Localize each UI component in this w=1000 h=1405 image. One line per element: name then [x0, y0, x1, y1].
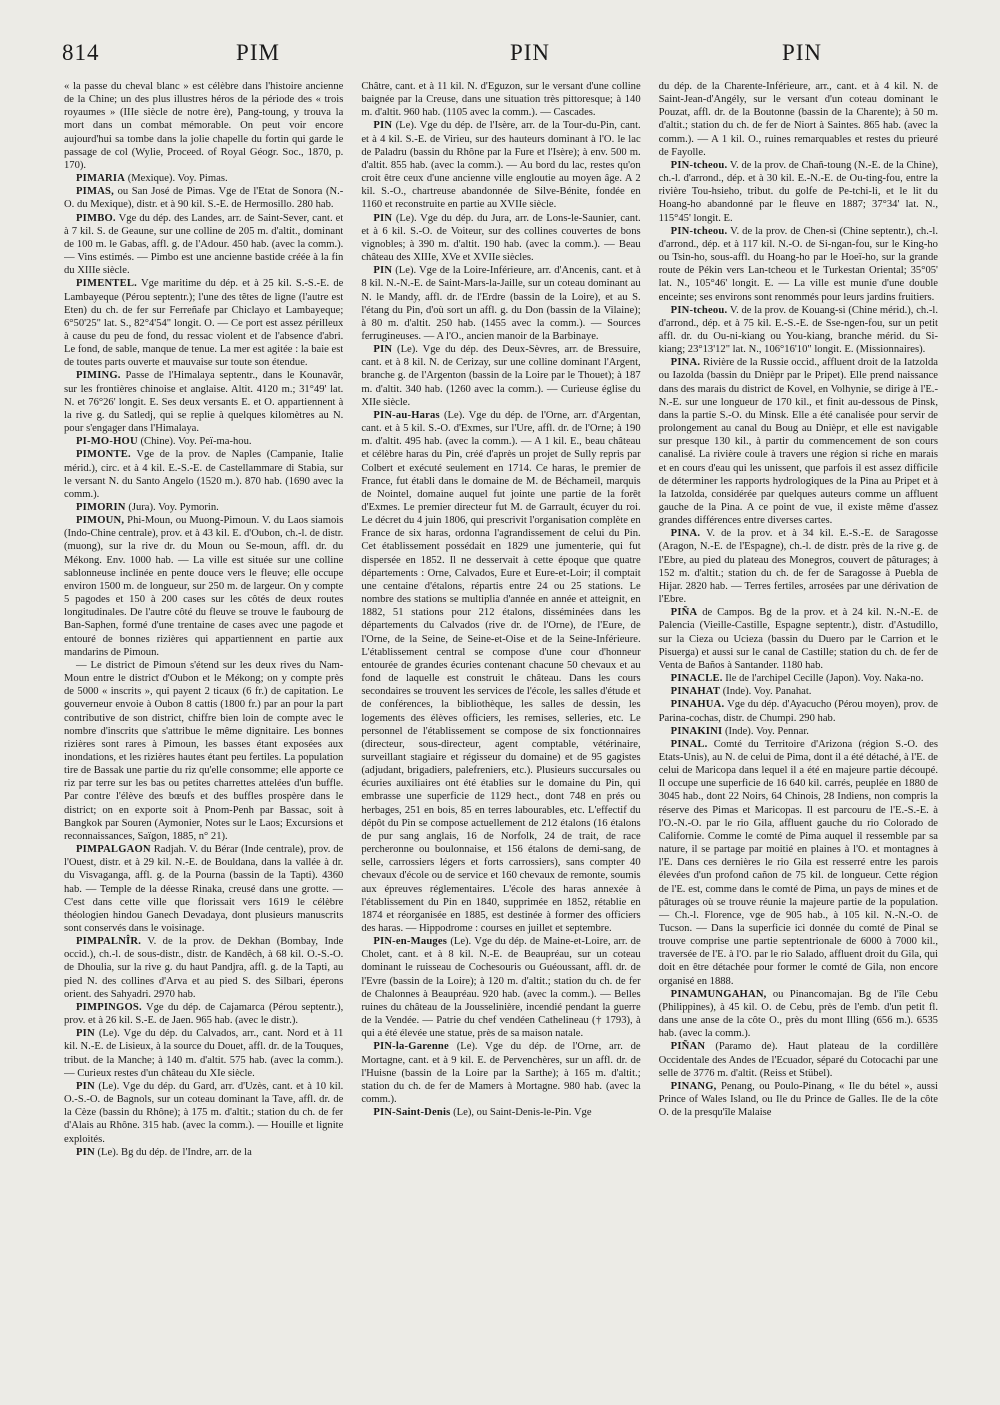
entry-text: Vge du dép. de Cajamarca (Pérou septentr.), prov. et à 26 kil. S.-E. de Jaen. 965 hab. (avec le distr.). — [64, 1001, 344, 1027]
entry-text: (Le). Vge du dép. du Calvados, arr., cant. Nord et à 11 kil. N.-E. de Lisieux, à la source du Douet, affl. dr. de la Touques, tribut. de la Manche; à 140 m. d'altit. 575 hab. (avec la comm.). — Curieux restes d'un château du XIe siècle. — [64, 1028, 344, 1079]
column-1 — [64, 80, 343, 1383]
entry-text: (Le). Vge du dép. de Maine-et-Loire, arr. de Cholet, cant. et à 8 kil. N.-E. de Beaupréau, sur un coteau dominant le ruisseau de Cochesouris ou Guéoussant, affl. dr. de l'Evre (bassin de la Loire); à 120 m. d'altit.; station du ch. de fer de Chalonnes à Beaupréau. 920 hab. (avec la comm.). — Belles ruines du château de la Jousselinière, incendié pendant la guerre de la Vendée. — Patrie du chef vendéen Cathelineau († 1793), à qui a été élevée une statue, près de sa maison natale. — [361, 936, 641, 1040]
entry-headword: PIN — [76, 1080, 95, 1092]
dictionary-entry — [64, 448, 343, 501]
dictionary-entry — [659, 672, 938, 685]
dictionary-entry — [659, 1040, 938, 1079]
entry-headword: PIMPINGOS. — [76, 1001, 142, 1013]
entry-headword: PIN-en-Mauges — [373, 936, 448, 948]
dictionary-entry — [361, 119, 640, 211]
dictionary-entry — [361, 409, 640, 935]
dictionary-entry — [659, 738, 938, 988]
dictionary-entry — [64, 501, 343, 514]
entry-headword: PIN-au-Haras — [373, 409, 440, 421]
entry-text: (Le). Vge du dép. du Jura, arr. de Lons-le-Saunier, cant. et à 6 kil. S.-O. de Voiteur, sur des collines couvertes de bons vignobles; à 390 m. d'altit. 190 hab. (avec la comm.). — Beau château des XIIIe, XVe et XVIIe siècles. — [361, 212, 641, 264]
entry-text: Penang, ou Poulo-Pinang, « Ile du bétel », aussi Prince of Wales Island, ou Ile du Prince de Galles. Ile de la côte O. de la presqu'île Malaise — [658, 1080, 938, 1119]
dictionary-entry — [64, 369, 343, 435]
dictionary-entry — [64, 659, 343, 843]
entry-headword: PIMING. — [76, 370, 121, 382]
entry-text: de Campos. Bg de la prov. et à 24 kil. N.-N.-E. de Palencia (Vieille-Castille, Espagne septentr.), distr. d'Astudillo, sur la Cieza ou Ucieza (bassin du Duero par le Carrion et le Pisuerga) et aussi sur le canal de Castille; station du ch. de fer de Venta de Baños à Santander. 1180 hab. — [658, 607, 938, 671]
entry-text: (Le), ou Saint-Denis-le-Pin. Vge — [453, 1107, 592, 1119]
dictionary-entry — [659, 725, 938, 738]
dictionary-entry — [659, 304, 938, 357]
dictionary-entry — [659, 225, 938, 304]
entry-text: Rivière de la Russie occid., affluent droit de la Iatzolda ou Iazolda (bassin du Dnièpr par le Pripet). Elle prend naissance dans des marais du district de Kovel, en Volhynie, se dirige à l'E.-N.-E. sur une longueur de 170 kil., et finit au-dessous de Pinsk, dans la partie S.-O. du Minsk. Elle a été canalisée pour servir de prolongement au canal du Boug au Dnièpr, et elle est navigable sur presque 130 kil., à partir du commencement de son cours canalisé. La rivière coule à travers une région si riche en marais et en cours d'eau qui les unissent, que parfois il est assez difficile de déterminer les rapports hydrologiques de la Pina au Pripet et à la Iatzolda, considérée par quelques auteurs comme un affluent gauche de la Pina. A ce point de vue, il existe même d'assez grandes différences entre diverses cartes. — [658, 357, 938, 527]
column-3 — [659, 80, 938, 1383]
dictionary-entry — [659, 685, 938, 698]
entry-text: (Le). Vge du dép. de l'Orne, arr. d'Argentan, cant. et à 5 kil. S.-O. d'Exmes, sur l'Ure, affl. dr. de l'Orne; à 190 m. d'altit. 495 hab. (avec la comm.). — A 1 kil. E., beau château et célèbre haras du Pin, créé d'après un projet de Sully repris par Colbert et exécuté seulement en 1714. Ce haras, le premier de France, fut établi dans le domaine de M. de Béchameil, marquis de Nointel, domaine auquel fut jointe une partie de la forêt d'Exmes. Le premier directeur fut M. de Garrault, écuyer du roi. Le décret du 4 juin 1806, qui prescrivit l'organisation complète en France de six haras, ordonna l'agrandissement de celui du Pin. Cet établissement possédait en 1829 une jumenterie, qui fut dispersée en 1852. Il ne desservait à cette époque que quatre départements : Orne, Calvados, Eure et Eure-et-Loir; il comptait une centaine d'étalons, répartis entre 24 ou 25 stations. Le nombre des stations se multiplia d'année en année et atteignit, en 1882, 51 stations pour 212 étalons, disséminées dans les départements du Calvados (rive dr. de l'Orne), de l'Eure, de l'Orne, de la Seine, de Seine-et-Oise et de la Seine-Inférieure. L'établissement central se compose d'une cour d'honneur entourée de grandes écuries contenant chacune 50 chevaux et au fond de laquelle est construit le château. Dans les cours secondaires se trouvent les services de l'école, les salles d'étude et de conférences, la bibliothèque, les salles de dessin, les logements des élèves officiers, les remises, selleries, etc. Le personnel de l'établissement se compose de six fonctionnaires (directeur, sous-directeur, agent comptable, vétérinaire, surveillant stagiaire et régisseur du domaine) et de 95 gagistes (adjudant, brigadiers, palefreniers, etc.). Plusieurs succursales ou écuries auxiliaires ont été établies sur le domaine du Pin, qui embrasse une superficie de 1129 hect., dont 748 en prés ou herbages, 251 en bois, 85 en terres labourables, etc. L'effectif du dépôt du Pin se compose actuellement de 212 étalons (16 étalons de pur sang anglais, 16 de Norfolk, 24 de trait, de race percheronne ou boulonnaise, et 156 étalons de demi-sang, de selle, carrossiers légers et forts carrossiers), sans compter 40 chevaux d'école ou de service et 160 chevaux de remonte, soumis aux épreuves réglementaires. L'école des haras annexée à l'établissement du Pin en 1840, supprimée en 1852, rétablie en 1874 et réorganisée en 1885, est destinée à former des officiers des haras. — Hippodrome : courses en juillet et septembre. — [361, 409, 641, 934]
dictionary-entry — [64, 1001, 343, 1027]
dictionary-entry — [361, 264, 640, 343]
entry-headword: PIN-la-Garenne — [373, 1041, 449, 1053]
entry-headword: PINAKINI — [670, 725, 723, 737]
dictionary-entry — [64, 1080, 343, 1146]
entry-headword: PINA. — [670, 357, 701, 369]
entry-headword: PINACLE. — [670, 673, 723, 685]
dictionary-entry — [64, 435, 343, 448]
entry-text: Comté du Territoire d'Arizona (région S.-O. des Etats-Unis), au N. de celui de Pima, dont il a été détaché, à l'E. de celui de Maricopa dans lequel il a été en majeure partie découpé. Il occupe une superficie de 16 640 kil. carrés, peuplée en 1880 de 3045 hab., dont 22 Noirs, 64 Chinois, 28 Indiens, non compris la réserve des Pimas et Maricopas. Il est parcouru de l'E.-S.-E. à l'O.-N.-O. par le rio Gila, affluent gauche du rio Colorado de Californie. Comme le comté de Pima auquel il ressemble par sa nature, il se partage par moitié en plaines à l'O. et montagnes à l'E. Dans ces dernières le rio Gila est resserré entre les parois élevées d'un profond cañon de 75 kil. de longueur. Cette région de l'E. est, comme dans le comté de Pima, un pays de mines et de pâturages où se trouve réunie la majeure partie de la population. — Ch.-l. Florence, vge de 905 hab., à 105 kil. N.-N.-O. de Tucson. — Dans la superficie ici donnée du comté de Pinal se trouve comprise une partie septentrionale de 6000 à 7000 kil., traversée de l'E. à l'O. par le rio Salado, affluent droit du Gila, qui doit en être détachée pour former le comté de Gila, non encore organisé en 1888. — [658, 738, 938, 987]
entry-text: Vge de la prov. de Naples (Campanie, Italie mérid.), circ. et à 4 kil. E.-S.-E. de Castellammare di Stabia, sur le versant N. du Santo Angelo (1520 m.). 870 hab. (1690 avec la comm.). — [64, 449, 344, 500]
entry-text: Vge du dép. d'Ayacucho (Pérou moyen), prov. de Parina-cochas, distr. de Chumpi. 290 hab. — [658, 699, 938, 724]
entry-text: V. de la prov. de Kouang-si (Chine mérid.), ch.-l. d'arrond., dép. et à 75 kil. E.-S.-E. de Sse-ngen-fou, sur un petit affl. dr. du Ou-ni-kiang ou You-kiang, branche mérid. du Si-kiang; 23°13'12" lat. N., 106°16'10" longit. E. (Missionnaires). — [658, 304, 938, 356]
dictionary-entry — [64, 935, 343, 1001]
entry-headword: PINA. — [670, 528, 701, 540]
dictionary-entry — [659, 1080, 938, 1119]
entry-text: Châtre, cant. et à 11 kil. N. d'Eguzon, sur le versant d'une colline baignée par la Creuse, dans une situation très pittoresque; à 140 m. d'altit. 960 hab. (1105 avec la comm.). — Cascades. — [361, 81, 641, 119]
entry-text: (Le). Bg du dép. de l'Indre, arr. de la — [97, 1146, 252, 1158]
dictionary-entry — [361, 1040, 640, 1106]
dictionary-entry — [659, 606, 938, 672]
dictionary-entry — [361, 935, 640, 1040]
entry-headword: PIMOUN, — [76, 515, 125, 527]
column-2 — [361, 80, 640, 1383]
entry-headword: PIMBO. — [76, 212, 116, 224]
entry-headword: PIN-tcheou. — [670, 304, 728, 316]
entry-text: (Le). Vge du dép. de l'Isère, arr. de la Tour-du-Pin, cant. et à 4 kil. S.-E. de Virieu, sur des hauteurs dominant à l'O. le lac de Paladru (bassin du Rhône par la Fure et l'Isère); à env. 500 m. d'altit. 855 hab. (avec la comm.). — Au bord du lac, restes qu'on croit être ceux d'une ancienne ville engloutie au moyen âge. A 2 kil. S.-O., chartreuse abandonnée de Silve-Bénite, fondée en 1160 et reconstruite en partie au XVIIe siècle. — [361, 120, 641, 211]
entry-text: du dép. de la Charente-Inférieure, arr., cant. et à 4 kil. N. de Saint-Jean-d'Angély, sur le versant d'un coteau dominant le Pouzat, affl. dr. de la Boutonne (bassin de la Charente); à 50 m. d'altit.; station du ch. de fer de Niort à Saintes. 865 hab. (avec la comm.). — A 1 kil. O., ruines remarquables et restes du prieuré de Fayolle. — [658, 81, 938, 158]
running-header — [62, 40, 938, 76]
entry-text: (Chine). Voy. Peï-ma-hou. — [140, 436, 252, 448]
dictionary-entry — [64, 212, 343, 278]
entry-text: Ile de l'archipel Cecille (Japon). Voy. Naka-no. — [725, 673, 924, 685]
entry-text: (Paramo de). Haut plateau de la cordillère Occidentale des Andes de l'Ecuador, séparé du Cotocachi par une selle de 3776 m. d'altit. (Reiss et Stübel). — [658, 1041, 938, 1079]
entry-text: V. de la prov. de Chen-si (Chine septentr.), ch.-l. d'arrond., dép. et à 117 kil. N.-O. de Si-ngan-fou, sur le King-ho ou Tsin-ho, sous-affl. du Hoang-ho par le Hoeï-ho, sur la grande route de Pékin vers Lan-tcheou et le Turkestan Oriental; 35°05' lat. N., 105°46' longit. E. — La ville est munie d'une double enceinte; ses environs sont renommés pour leurs jardins fruitiers. — [658, 225, 938, 303]
entry-text: V. de la prov. de Dekhan (Bombay, Inde occid.), ch.-l. de sous-distr., distr. de Kandêch, à 68 kil. O.-S.-O. de Dhoulia, sur la rive g. du haut Pandjra, affl. g. de la Tapti, au pied N. des collines d'Arva et au pied S. des Silbari, éperons orient. des Sahyadri. 2970 hab. — [64, 936, 344, 1000]
header-center-word: PIN — [509, 40, 551, 65]
dictionary-entry — [64, 1146, 343, 1159]
entry-headword: PIMPALNÎR. — [76, 936, 142, 948]
dictionary-entry — [64, 172, 343, 185]
dictionary-entry — [361, 80, 640, 119]
dictionary-entry — [361, 212, 640, 265]
entry-headword: PIMARIA — [76, 173, 126, 185]
dictionary-entry — [64, 277, 343, 369]
entry-text: (Mexique). Voy. Pimas. — [127, 173, 228, 185]
dictionary-entry — [659, 698, 938, 724]
header-left-word: PIM — [236, 40, 280, 65]
dictionary-entry — [64, 185, 343, 211]
entry-text: Vge maritime du dép. et à 25 kil. S.-S.-E. de Lambayeque (Pérou septentr.); l'une des têtes de ligne (l'autre est Eten) du ch. de fer sur Ferreñafe par Chiclayo et Lambayeque; 6°50'25" lat. S., 82°4'54" longit. O. — Ce port est assez périlleux à cause du peu de fond, du ressac violent et de l'absence d'abri. Le fond, de sable, manque de tenue. La mer est agitée : la baie est de toutes parts ouverte et mauvaise sur toute son étendue. — [64, 278, 344, 369]
entry-headword: PIÑA — [670, 607, 698, 619]
entry-headword: PINAL. — [670, 738, 708, 750]
entry-text: Phi-Moun, ou Muong-Pimoun. V. du Laos siamois (Indo-Chine centrale), prov. et à 43 kil. E. d'Oubon, ch.-l. de distr. (muong), sur la rive dr. du Moun ou Se-moun, affl. dr. du Mékong. Env. 1000 hab. — La ville est située sur une colline sablonneuse inclinée en pente douce vers le fleuve; elle occupe environ 1500 m. de longueur, sur 250 m. de largeur. On y compte 5 pagodes et 150 à 200 cases sur les côtés de deux routes longitudinales. De l'autre côté du fleuve se trouve le faubourg de Ban-Saphen, formé d'une trentaine de cases avec une pagode et entouré de bonnes rizières qui appartiennent en partie aux mandarins de Pimoun. — [64, 515, 344, 658]
dictionary-entry — [659, 988, 938, 1041]
entry-text: Passe de l'Himalaya septentr., dans le Kounavâr, sur les frontières chinoise et anglaise. Altit. 4120 m.; 31°49' lat. N. et 76°26' longit. E. Ses deux versants E. et O. appartiennent à la rive g. du Satledj, qui se replie à quelques kilomètres au N. pour s'engager dans l'Himalaya. — [64, 370, 344, 435]
dictionary-entry — [659, 80, 938, 159]
entry-text: (Le). Vge du dép. de l'Orne, arr. de Mortagne, cant. et à 9 kil. E. de Pervenchères, sur un affl. dr. de l'Huisne (bassin de la Loire par la Sarthe); à 165 m. d'altit.; station du ch. de fer de Mamers à Mortagne. 980 hab. (avec la comm.). — [361, 1041, 641, 1106]
dictionary-entry — [361, 1106, 640, 1119]
entry-headword: PIMAS, — [76, 186, 114, 198]
dictionary-entry — [659, 527, 938, 606]
entry-headword: PIMENTEL. — [76, 278, 137, 290]
entry-headword: PIMORIN — [76, 502, 126, 513]
entry-text: ou Pinancomajan. Bg de l'île Cebu (Philippines), à 45 kil. O. de Cebu, près de l'emb. d'un petit fl. dans une anse de la côte O., près du mont Illing (656 m.). 6535 hab. (avec la comm.). — [658, 988, 938, 1040]
entry-headword: PINAHUA. — [670, 699, 725, 711]
entry-text: V. de la prov. de Chañ-toung (N.-E. de la Chine), ch.-l. d'arrond., dép. et à 30 kil. E.-N.-E. de Ou-ting-fou, entre la rivière Tou-hsieho, tribut. du golfe de Pe-tchi-li, et le lit du Hoang-ho abandonné par le fleuve en 1887; 37°34' lat. N., 115°45' longit. E. — [658, 159, 938, 224]
dictionary-entry — [64, 1027, 343, 1080]
entry-text: — Le district de Pimoun s'étend sur les deux rives du Nam-Moun entre le district d'Oubon et le Mékong; on y compte près de 5000 « inscrits », qui payent 2 ticaux (6 fr.) de capitation. Le gouverneur envoie à Oubon 8 cattis (1800 fr.) par an pour la part contributive de son district, chiffre bien loin de compte avec le nombre d'inscrits que s'attribue le même dignitaire. Les bonnes rizières sont rares à Pimoun, les basses étant exposées aux inondations, et les rizières hautes étant peu fertiles. La population tire de Bassak une partie du riz qu'elle consomme; elle apporte ce riz par terre sur les bas ou petites charrettes attelées d'un buffle. Par contre l'élève des bœufs et des buffles prospère dans le district; on en exporte soit à Pnom-Penh par Bassac, soit à Bangkok par Souren (Aymonier, Notes sur le Laos; Excursions et reconnaissances, Saïgon, 1885, n° 21). — [64, 659, 344, 842]
entry-headword: PINANG, — [670, 1080, 717, 1092]
entry-text: (Le). Vge du dép. du Gard, arr. d'Uzès, cant. et à 10 kil. O.-S.-O. de Bagnols, sur un coteau dominant la Tave, affl. dr. de la Cèze (bassin du Rhône); à 175 m. d'altit.; station du ch. de fer d'Alais au Rhône. 315 hab. (avec la comm.). — Houille et lignite exploités. — [64, 1080, 344, 1145]
entry-text: Radjah. V. du Bérar (Inde centrale), prov. de l'Ouest, distr. et à 29 kil. N.-E. de Bouldana, dans la vallée à dr. du Visvaganga, affl. g. de la Pourna (bassin de la Tapti). 4360 hab. — Temple de la déesse Rinaka, creusé dans une grotte. — C'est dans cette ville que florissait vers 1619 le célèbre théologien hindou Ganech Devadaya, dont plusieurs manuscrits sont conservés dans le voisinage. — [64, 844, 344, 934]
entry-headword: PINAHAT — [670, 686, 721, 698]
entry-headword: PIN — [76, 1028, 95, 1040]
entry-text: (Le). Vge de la Loire-Inférieure, arr. d'Ancenis, cant. et à 8 kil. N.-N.-E. de Saint-Mars-la-Jaille, sur un coteau dominant au N. le Mandy, affl. dr. de l'Erdre (bassin de la Loire), et au S. l'étang du Pin, d'où sort un affl. g. du Don (bassin de la Vilaine); à 80 m. d'altit. 250 hab. (1455 avec la comm.). — Sources ferrugineuses. — A l'O., ancien manoir de la Barbinaye. — [361, 265, 641, 342]
entry-text: V. de la prov. et à 34 kil. E.-S.-E. de Saragosse (Aragon, N.-E. de l'Espagne), ch.-l. de distr. près de la rive g. de l'Ebre, au pied du plateau des Monegros, couvert de pâturages; à 152 m. d'altit.; station du ch. de fer de Saragosse à Puebla de Hijar. 2820 hab. — Terres fertiles, arrosées par une dérivation de l'Ebre. — [658, 528, 938, 606]
dictionary-entry — [361, 343, 640, 409]
dictionary-entry — [659, 356, 938, 527]
dictionary-entry — [64, 514, 343, 659]
entry-headword: PIMONTE. — [76, 449, 131, 461]
entry-text: « la passe du cheval blanc » est célèbre dans l'histoire ancienne de la Chine; un des plus illustres héros de la période des « trois royaumes » (IIIe siècle de notre ère), Pang-toung, y trouva la mort dans un combat mémorable. On peut voir encore aujourd'hui sa tombe dans la jolie chapelle du fortin qui garde le passage de col (Wylie, Proceed. of Royal Géogr. Soc., 1870, p. 170). — [64, 81, 344, 171]
dictionary-entry — [64, 843, 343, 935]
dictionary-entry — [659, 159, 938, 225]
entry-headword: PIN — [373, 120, 393, 132]
entry-text: (Inde). Voy. Pennar. — [724, 725, 809, 737]
dictionary-entry — [64, 80, 343, 172]
entry-headword: PINAMUNGAHAN, — [670, 988, 767, 1000]
entry-text: (Jura). Voy. Pymorin. — [128, 502, 219, 513]
entry-text: ou San José de Pimas. Vge de l'Etat de Sonora (N.-O. du Mexique), distr. et à 90 kil. S.-E. de Hermosillo. 280 hab. — [64, 186, 344, 211]
header-right-word: PIN — [781, 40, 823, 65]
entry-headword: PIÑAN — [670, 1041, 706, 1053]
text-columns — [64, 80, 938, 1383]
entry-headword: PIN-Saint-Denis — [373, 1107, 451, 1119]
page-number: 814 — [62, 40, 100, 65]
entry-headword: PIN — [373, 265, 393, 277]
entry-headword: PIN — [76, 1146, 95, 1158]
entry-text: (Inde). Voy. Panahat. — [722, 686, 812, 698]
entry-headword: PIN-tcheou. — [670, 159, 728, 171]
entry-text: Vge du dép. des Landes, arr. de Saint-Sever, cant. et à 7 kil. S. de Geaune, sur une colline de 205 m. d'altit., dominant de 100 m. le Gabas, affl. g. de l'Adour. 450 hab. (avec la comm.). — Vins estimés. — Pimbo est une ancienne bastide créée à la fin du XIIIe siècle. — [64, 212, 344, 277]
entry-headword: PI-MO-HOU — [76, 436, 138, 448]
entry-headword: PIN — [373, 344, 393, 356]
entry-headword: PIN-tcheou. — [670, 225, 728, 237]
entry-headword: PIMPALGAON — [76, 844, 151, 856]
entry-headword: PIN — [373, 212, 393, 224]
entry-text: (Le). Vge du dép. des Deux-Sèvres, arr. de Bressuire, cant. et à 8 kil. N. de Cerizay, sur une colline dominant l'Argent, branche g. de l'Argenton (bassin de la Loire par le Thouet); à 187 m. d'altit. 340 hab. (1260 avec la comm.). — Curieuse église du XIIe siècle. — [361, 344, 641, 408]
